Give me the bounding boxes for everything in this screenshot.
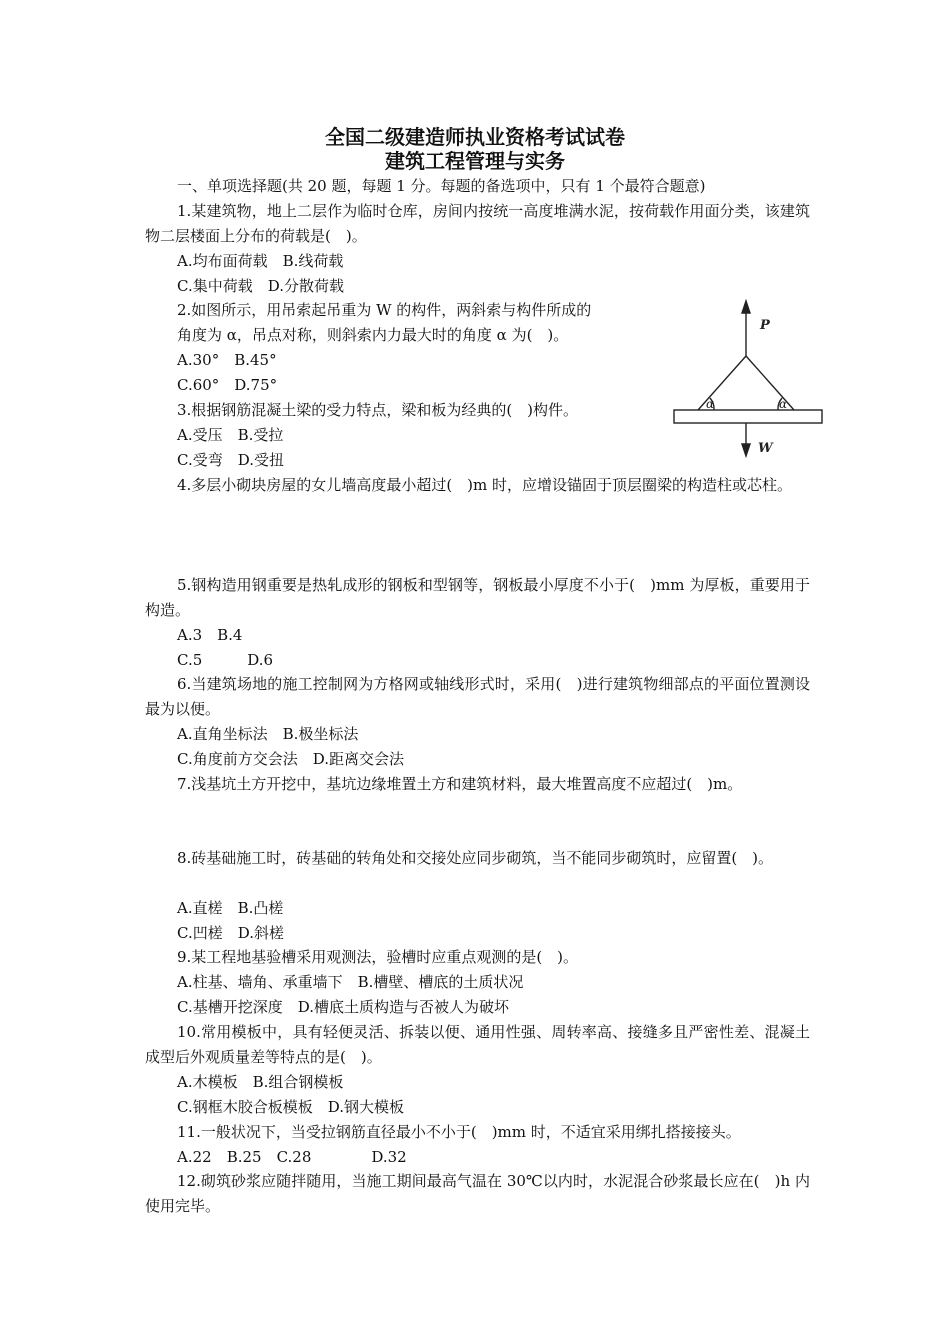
label-alpha-left: α: [706, 397, 715, 411]
question-10-options-cd: C.钢框木胶合板模板 D.钢大模板: [177, 1098, 404, 1116]
lifting-diagram: [668, 298, 828, 458]
question-3-options-ab: A.受压 B.受拉: [177, 426, 284, 444]
question-5-options-cd: C.5 D.6: [177, 651, 274, 669]
label-alpha-right: α: [779, 397, 788, 411]
question-1-options-ab: A.均布面荷载 B.线荷载: [177, 252, 344, 270]
question-8-options-cd: C.凹槎 D.斜槎: [177, 924, 284, 942]
question-10-stem: 10.常用模板中，具有轻便灵活、拆装以便、通用性强、周转率高、接缝多且严密性差、混凝土成型后外观质量差等特点的是( )。: [145, 1023, 810, 1066]
question-5-options-ab: A.3 B.4: [177, 626, 243, 644]
question-9-options-ab: A.柱基、墙角、承重墙下 B.槽壁、槽底的土质状况: [177, 973, 524, 991]
question-8-stem: 8.砖基础施工时，砖基础的转角处和交接处应同步砌筑，当不能同步砌筑时，应留置( )。: [177, 849, 774, 867]
question-5-stem: 5.钢构造用钢重要是热轧成形的钢板和型钢等，钢板最小厚度不小于( )mm 为厚板，重要用于构造。: [145, 576, 810, 619]
force-p-arrowhead: [742, 301, 750, 313]
label-w: W: [758, 441, 773, 456]
question-1-stem: 1.某建筑物，地上二层作为临时仓库，房间内按统一高度堆满水泥，按荷载作用面分类，该建筑物二层楼面上分布的荷载是( )。: [145, 202, 810, 245]
question-6-options-ab: A.直角坐标法 B.极坐标法: [177, 725, 359, 743]
question-2-stem-line2: 角度为 α，吊点对称，则斜索内力最大时的角度 α 为( )。: [177, 326, 569, 344]
beam-member: [674, 410, 822, 423]
question-9-stem: 9.某工程地基验槽采用观测法，验槽时应重点观测的是( )。: [177, 948, 579, 966]
question-11-stem: 11.一般状况下，当受拉钢筋直径最小不小于( )mm 时，不适宜采用绑扎搭接接头。: [177, 1123, 741, 1141]
section-heading: 一、单项选择题(共 20 题，每题 1 分。每题的备选项中，只有 1 个最符合题意): [177, 177, 706, 195]
force-w-arrowhead: [742, 444, 750, 456]
question-3-stem: 3.根据钢筋混凝土梁的受力特点，梁和板为经典的( )构件。: [177, 401, 579, 419]
question-8-options-ab: A.直槎 B.凸槎: [177, 899, 284, 917]
question-6-options-cd: C.角度前方交会法 D.距离交会法: [177, 750, 404, 768]
question-2-options-ab: A.30° B.45°: [177, 351, 277, 369]
exam-subtitle: 建筑工程管理与实务: [385, 149, 565, 173]
question-9-options-cd: C.基槽开挖深度 D.槽底土质构造与否被人为破坏: [177, 998, 509, 1016]
question-2-options-cd: C.60° D.75°: [177, 376, 278, 394]
question-3-options-cd: C.受弯 D.受扭: [177, 451, 284, 469]
question-10-options-ab: A.木模板 B.组合钢模板: [177, 1073, 344, 1091]
question-11-options: A.22 B.25 C.28 D.32: [177, 1148, 407, 1166]
question-7-stem: 7.浅基坑土方开挖中，基坑边缘堆置土方和建筑材料，最大堆置高度不应超过( )m。: [177, 775, 743, 793]
question-12-stem: 12.砌筑砂浆应随拌随用，当施工期间最高气温在 30℃以内时，水泥混合砂浆最长应在( )h 内使用完毕。: [145, 1172, 810, 1215]
question-1-options-cd: C.集中荷载 D.分散荷载: [177, 277, 344, 295]
question-4-stem: 4.多层小砌块房屋的女儿墙高度最小超过( )m 时，应增设锚固于顶层圈梁的构造柱或芯柱。: [177, 476, 793, 494]
label-p: P: [760, 318, 770, 333]
question-6-stem: 6.当建筑场地的施工控制网为方格网或轴线形式时，采用( )进行建筑物细部点的平面位置测设最为以便。: [145, 675, 810, 718]
exam-title: 全国二级建造师执业资格考试试卷: [325, 125, 625, 149]
question-2-stem-line1: 2.如图所示，用吊索起吊重为 W 的构件，两斜索与构件所成的: [177, 301, 592, 319]
